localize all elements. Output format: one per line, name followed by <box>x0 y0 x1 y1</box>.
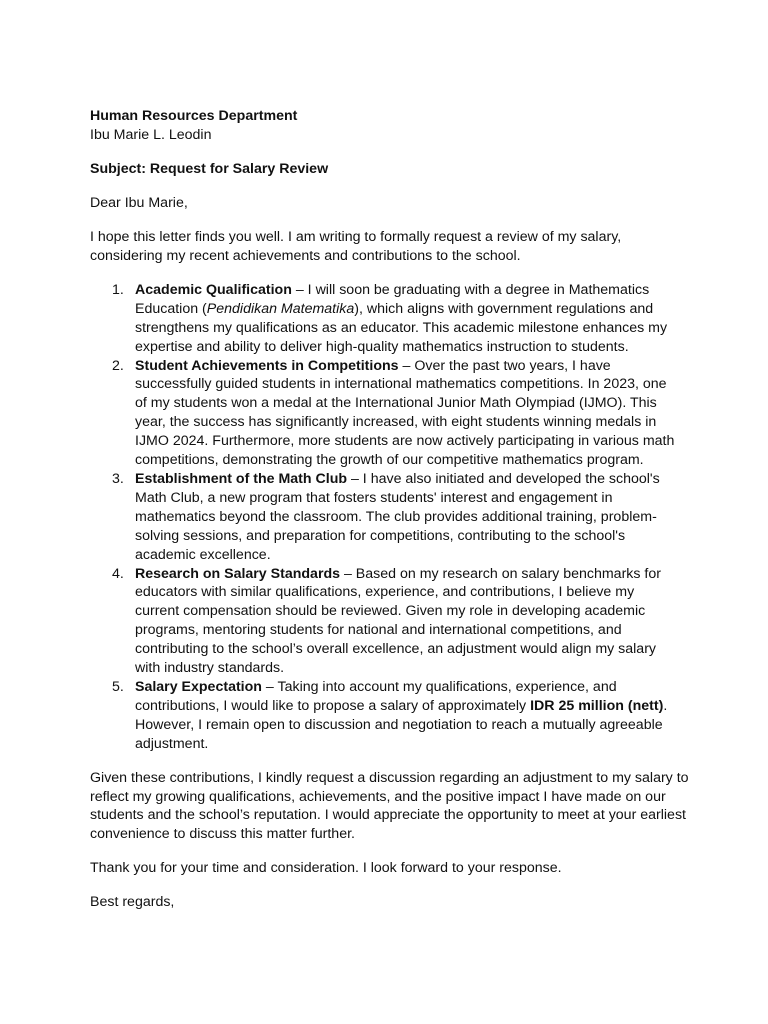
list-item-text: ), which aligns with government regulations and strengthens my qualifications as an educator. This academic milestone enhances my expertise and ability to deliver high-quality mathematics instruction to students. <box>135 300 668 355</box>
list-item-text: – I have also initiated and developed the school's Math Club, a new program that fosters students' interest and engagement in mathematics beyond the classroom. The club provides additional training, problem-solving sessions, and preparation for competitions, contributing to the school's academic excellence. <box>135 471 660 563</box>
list-item-text: . However, I remain open to discussion and negotiation to reach a mutually agreeable adjustment. <box>135 697 668 752</box>
list-number: 1. <box>112 281 124 298</box>
list-number: 5. <box>112 678 124 695</box>
list-number: 2. <box>112 357 124 374</box>
salary-amount: IDR 25 million (nett) <box>530 697 664 714</box>
list-item-title: Establishment of the Math Club <box>135 471 348 487</box>
letter-page <box>90 107 690 912</box>
list-item-text: – Based on my research on salary benchmarks for educators with similar qualifications, experience, and contributions, I believe my current compensation should be reviewed. Given my role in developing academic programs, mentoring students for national and international competitions, and contributing to the school’s overall excellence, an adjustment would align my salary with industry standards. <box>135 565 661 677</box>
closing: Best regards, <box>90 894 175 911</box>
list-item <box>90 678 682 754</box>
recipient-name: Ibu Marie L. Leodin <box>90 126 212 143</box>
list-item-italic: Pendidikan Matematika <box>206 300 355 317</box>
intro-paragraph: I hope this letter finds you well. I am writing to formally request a review of my salary, considering my recent achievements and contributions to the school. <box>90 228 622 264</box>
list-item-title: Student Achievements in Competitions <box>135 357 399 374</box>
list-item-text: – Over the past two years, I have successfully guided students in international mathematics competitions. In 2023, one of my students won a medal at the International Junior Math Olympiad (IJMO). This year, the success has significantly increased, with eight students winning medals in IJMO 2024. Furthermore, more students are now actively participating in various math competitions, demonstrating the growth of our competitive mathematics program. <box>135 357 675 469</box>
recipient-department: Human Resources Department <box>90 108 298 124</box>
list-item <box>90 470 682 565</box>
list-number: 4. <box>112 565 124 582</box>
thanks-paragraph: Thank you for your time and consideration. I look forward to your response. <box>90 860 562 877</box>
list-item-title: Academic Qualification <box>135 281 292 298</box>
list-item-text: – I will soon be graduating with a degree in Mathematics Education ( <box>135 281 650 317</box>
list-item <box>90 357 682 470</box>
list-number: 3. <box>112 471 124 487</box>
salutation: Dear Ibu Marie, <box>90 194 188 211</box>
conclusion-paragraph: Given these contributions, I kindly request a discussion regarding an adjustment to my salary to reflect my growing qualifications, achievements, and the positive impact I have made on our students and the school’s reputation. I would appreciate the opportunity to meet at your earliest convenience to discuss this matter further. <box>90 769 689 843</box>
achievements-list <box>90 281 690 754</box>
letter-subject: Subject: Request for Salary Review <box>90 160 329 177</box>
list-item <box>90 565 682 678</box>
list-item-text: – Taking into account my qualifications, experience, and contributions, I would like to propose a salary of approximately <box>135 678 617 714</box>
list-item-title: Salary Expectation <box>135 678 262 695</box>
list-item-title: Research on Salary Standards <box>135 565 341 582</box>
list-item <box>90 281 682 357</box>
